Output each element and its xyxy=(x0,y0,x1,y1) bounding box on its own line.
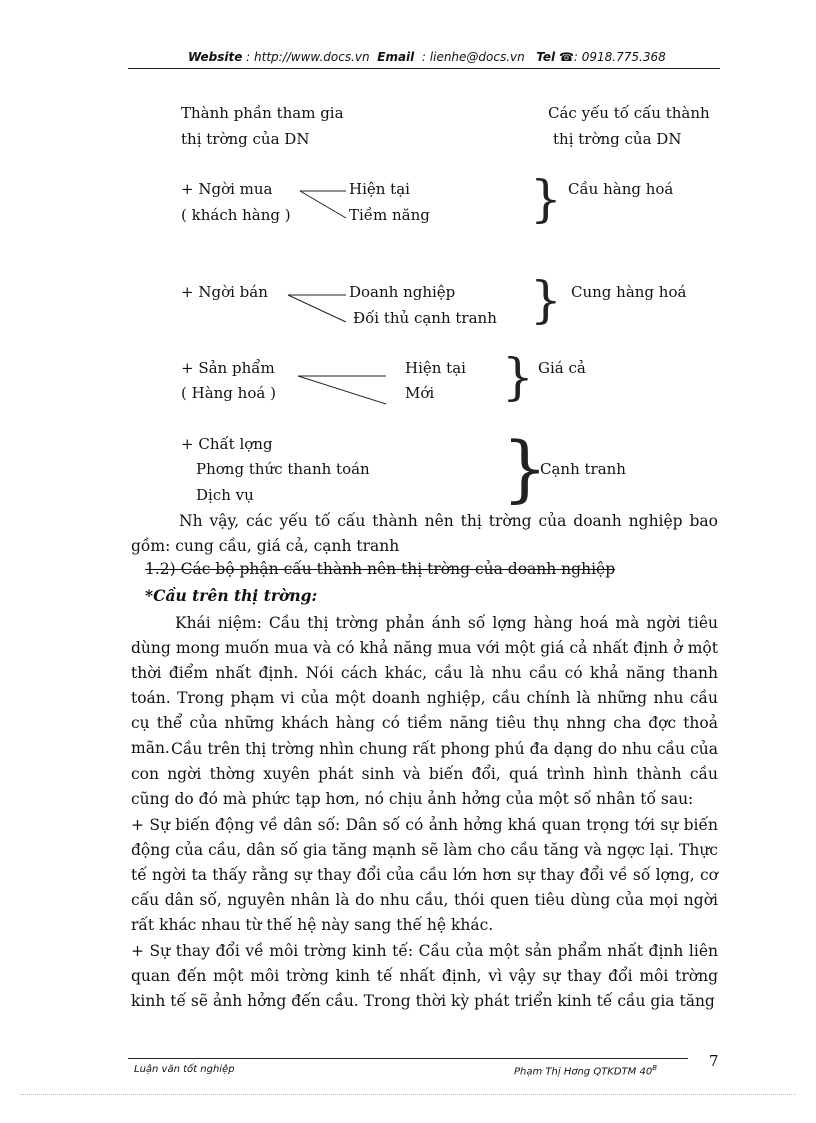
footer-author: Phạm Thị Hơng QTKDTM 40 xyxy=(514,1066,653,1078)
left-header-line2: thị trờng của DN xyxy=(181,130,310,148)
paragraph-population: + Sự biến động về dân số: Dân số có ảnh hởng khá quan trọng tới sự biến động của cầu, dân số gia tăng mạnh sẽ làm cho cầu tăng và ngợc lại. Thực tế ngời ta thấy rằng sự thay đổi của cầu lớn hơn sự thay đổi về số lợng, cơ cấu dân số, nguyên nhân là do nhu cầu, thói quen tiêu dùng của mọi ngời rất khác nhau từ thế hệ này sang thế hệ khác. xyxy=(131,816,718,934)
section-heading: 1.2) Các bộ phận cấu thành nên thị trờng của doanh nghiệp xyxy=(145,560,616,578)
paragraph-economic-environment: + Sự thay đổi về môi trờng kinh tế: Cầu của một sản phẩm nhất định liên quan đến một môi trờng kinh tế nhất định, vì vậy sự thay đổi môi trờng kinh tế sẽ ảnh hởng đến cầu. Trong thời kỳ phát triển kinh tế cầu gia tăng xyxy=(131,942,718,1010)
group-buyer-branch-current: Hiện tại xyxy=(349,180,410,198)
email-value: : lienhe@docs.vn xyxy=(421,50,525,64)
tel-label: Tel xyxy=(536,50,556,64)
page-bottom-border xyxy=(20,1094,796,1095)
connector-product-new xyxy=(298,376,386,404)
right-brace-icon: } xyxy=(530,170,562,228)
connector-buyer-potential xyxy=(300,191,346,218)
group-product-label: + Sản phẩm xyxy=(181,359,275,377)
sub-heading: *Cầu trên thị trờng: xyxy=(145,586,318,605)
footer-author-sup: B xyxy=(652,1064,658,1072)
right-brace-icon: } xyxy=(530,271,562,329)
group-product-result: Giá cả xyxy=(538,359,586,377)
left-header-line1: Thành phần tham gia xyxy=(181,104,344,122)
paragraph-demand-overview: Cầu trên thị trờng nhìn chung rất phong phú đa dạng do nhu cầu của con ngời thờng xuyên phát sinh và biến đổi, quá trình hình thành cầu cũng do đó mà phức tạp hơn, nó chịu ảnh hởng của một số nhân tố sau: xyxy=(131,740,718,808)
group-product-branch-current: Hiện tại xyxy=(405,359,466,377)
tel-value: : 0918.775.368 xyxy=(573,50,666,64)
footer-left: Luận văn tốt nghiệp xyxy=(134,1064,235,1075)
group-buyer-label: + Ngời mua xyxy=(181,180,273,198)
footer-rule xyxy=(128,1058,688,1059)
group-seller-label: + Ngời bán xyxy=(181,283,268,301)
right-brace-icon: } xyxy=(502,348,534,406)
website-value: : http://www.docs.vn xyxy=(246,50,370,64)
group-buyer-branch-potential: Tiềm năng xyxy=(349,206,430,224)
group-seller-branch-enterprise: Doanh nghiệp xyxy=(349,283,456,301)
connector-seller-competitor xyxy=(288,295,346,322)
group-product-branch-new: Mới xyxy=(405,384,435,402)
page-number: 7 xyxy=(709,1052,719,1070)
group-competition-item-payment: Phơng thức thanh toán xyxy=(196,460,370,478)
group-buyer-result: Cầu hàng hoá xyxy=(568,180,674,198)
group-buyer-sublabel: ( khách hàng ) xyxy=(181,206,291,224)
group-competition-result: Cạnh tranh xyxy=(540,460,626,478)
email-label: Email xyxy=(377,50,415,64)
website-label: Website xyxy=(188,50,243,64)
group-seller-result: Cung hàng hoá xyxy=(571,283,687,301)
paragraph-definition: Khái niệm: Cầu thị trờng phản ánh số lợng hàng hoá mà ngời tiêu dùng mong muốn mua và có khả năng mua với một giá cả nhất định ở một thời điểm nhất định. Nói cách khác, cầu là nhu cầu có khả năng thanh toán. Trong phạm vi của một doanh nghiệp, cầu chính là những nhu cầu cụ thể của những khách hàng có tiềm năng tiêu thụ nhng cha đợc thoả mãn. xyxy=(131,614,718,757)
right-brace-icon: } xyxy=(502,426,548,510)
footer-right xyxy=(514,1064,657,1077)
group-seller-branch-competitor: Đối thủ cạnh tranh xyxy=(353,309,497,327)
right-header-line2: thị trờng của DN xyxy=(553,130,682,148)
group-competition-item-quality: + Chất lợng xyxy=(181,435,273,453)
summary-paragraph: Nh vậy, các yếu tố cấu thành nên thị trờng của doanh nghiệp bao gồm: cung cầu, giá cả, cạnh tranh xyxy=(131,512,718,555)
phone-icon: ☎ xyxy=(558,50,574,64)
group-product-sublabel: ( Hàng hoá ) xyxy=(181,384,276,402)
right-header-line1: Các yếu tố cấu thành xyxy=(548,104,710,122)
group-competition-item-service: Dịch vụ xyxy=(196,486,254,504)
